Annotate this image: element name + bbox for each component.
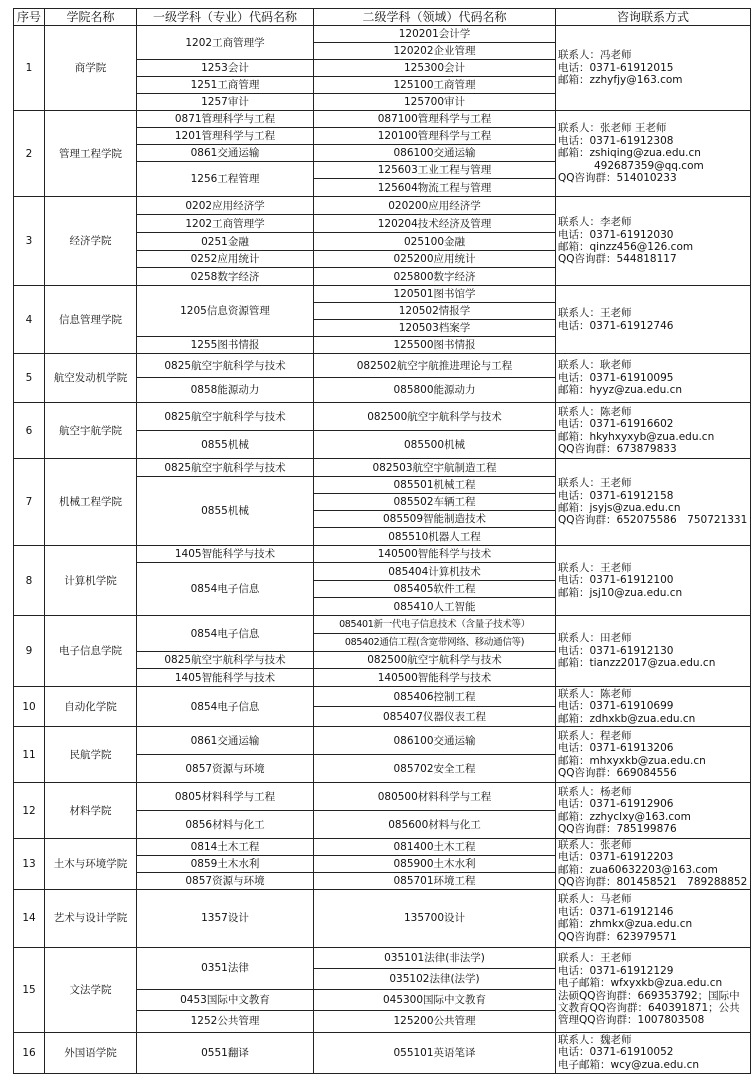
contact-info bbox=[556, 1032, 751, 1073]
contact-line: 联系人：李老师 bbox=[558, 216, 632, 229]
contact-line: 联系人：田老师 bbox=[558, 632, 632, 645]
first-level-discipline: 0825航空宇航科学与技术 bbox=[137, 403, 314, 431]
second-level-discipline: 082500航空宇航科学与技术 bbox=[314, 652, 556, 669]
header-contact: 咨询联系方式 bbox=[556, 9, 751, 26]
contact-line: 邮箱：jsyjs@zua.edu.cn bbox=[558, 502, 681, 514]
college-name: 自动化学院 bbox=[45, 687, 137, 727]
first-level-discipline: 0258数字经济 bbox=[137, 268, 314, 286]
second-level-discipline: 120100管理科学与工程 bbox=[314, 128, 556, 145]
table-row bbox=[14, 783, 751, 811]
table-row bbox=[14, 616, 751, 634]
first-level-discipline: 1405智能科学与技术 bbox=[137, 546, 314, 563]
second-level-discipline: 125700审计 bbox=[314, 94, 556, 111]
contact-line: QQ咨询群：652075586 750721331 bbox=[558, 514, 748, 527]
row-number: 16 bbox=[14, 1032, 45, 1073]
second-level-discipline: 087100管理科学与工程 bbox=[314, 111, 556, 128]
header-second-level: 二级学科（领域）代码名称 bbox=[314, 9, 556, 26]
contact-line: 电话：0371-61912746 bbox=[558, 319, 674, 332]
first-level-discipline: 1357设计 bbox=[137, 889, 314, 947]
first-level-discipline: 0825航空宇航科学与技术 bbox=[137, 354, 314, 378]
contact-line: 联系人：冯老师 bbox=[558, 49, 632, 62]
contact-line: 电话：0371-61910052 bbox=[558, 1046, 674, 1059]
contact-line: 邮箱：hkyhxyxyb@zua.edu.cn bbox=[558, 430, 715, 443]
contact-info bbox=[556, 354, 751, 403]
second-level-discipline: 125100工商管理 bbox=[314, 77, 556, 94]
first-level-discipline: 0251金融 bbox=[137, 233, 314, 251]
first-level-discipline: 1205信息资源管理 bbox=[137, 286, 314, 337]
table-row bbox=[14, 111, 751, 128]
first-level-discipline: 0551翻译 bbox=[137, 1032, 314, 1073]
first-level-discipline: 1405智能科学与技术 bbox=[137, 669, 314, 687]
second-level-discipline: 125603工业工程与管理 bbox=[314, 162, 556, 179]
second-level-discipline: 085402通信工程(含宽带网络、移动通信等) bbox=[314, 634, 556, 652]
second-level-discipline: 120201会计学 bbox=[314, 26, 556, 43]
contact-line: 联系人：陈老师 bbox=[558, 405, 632, 418]
first-level-discipline: 0825航空宇航科学与技术 bbox=[137, 652, 314, 669]
college-name: 外国语学院 bbox=[45, 1032, 137, 1073]
contact-line: 联系人：张老师 bbox=[558, 839, 632, 851]
contact-line: 邮箱：zzhyclxy@163.com bbox=[558, 810, 691, 823]
contact-info bbox=[556, 546, 751, 616]
row-number: 1 bbox=[14, 26, 45, 111]
contact-line: QQ咨询群：673879833 bbox=[558, 442, 677, 455]
contact-line: 电话：0371-61912015 bbox=[558, 61, 674, 74]
row-number: 8 bbox=[14, 546, 45, 616]
contact-line: 联系人：王老师 bbox=[558, 307, 632, 320]
college-name: 管理工程学院 bbox=[45, 111, 137, 197]
second-level-discipline: 125300会计 bbox=[314, 60, 556, 77]
contact-line: 联系人：陈老师 bbox=[558, 687, 632, 700]
second-level-discipline: 081400土木工程 bbox=[314, 839, 556, 856]
contact-line: 邮箱：hyyz@zua.edu.cn bbox=[558, 384, 683, 397]
first-level-discipline: 1257审计 bbox=[137, 94, 314, 111]
second-level-discipline: 035101法律(非法学) bbox=[314, 947, 556, 968]
table-row bbox=[14, 947, 751, 968]
first-level-discipline: 0805材料科学与工程 bbox=[137, 783, 314, 811]
contact-line: 联系人：王老师 bbox=[558, 477, 632, 490]
first-level-discipline: 0857资源与环境 bbox=[137, 873, 314, 890]
contact-line: 联系人：杨老师 bbox=[558, 785, 632, 798]
first-level-discipline: 1255图书情报 bbox=[137, 337, 314, 354]
row-number: 10 bbox=[14, 687, 45, 727]
header-first-level: 一级学科（专业）代码名称 bbox=[137, 9, 314, 26]
college-name: 土木与环境学院 bbox=[45, 839, 137, 890]
contact-line: 联系人：耿老师 bbox=[558, 359, 632, 372]
contact-line: 电话：0371-61912146 bbox=[558, 905, 674, 918]
first-level-discipline: 0854电子信息 bbox=[137, 687, 314, 727]
contact-line: QQ咨询群：514010233 bbox=[558, 172, 677, 185]
contact-line: 联系人：王老师 bbox=[558, 561, 632, 574]
contact-line: 电子邮箱：wfxyxkb@zua.edu.cn bbox=[558, 977, 723, 990]
contact-info bbox=[556, 687, 751, 727]
second-level-discipline: 085600材料与化工 bbox=[314, 811, 556, 839]
table-row bbox=[14, 197, 751, 215]
table-row bbox=[14, 1032, 751, 1073]
contact-line: 电话：0371-61912030 bbox=[558, 228, 674, 241]
first-level-discipline: 0202应用经济学 bbox=[137, 197, 314, 215]
first-level-discipline: 0856材料与化工 bbox=[137, 811, 314, 839]
first-level-discipline: 0453国际中文教育 bbox=[137, 989, 314, 1010]
table-row bbox=[14, 727, 751, 755]
contact-info bbox=[556, 26, 751, 111]
second-level-discipline: 045300国际中文教育 bbox=[314, 989, 556, 1010]
row-number: 12 bbox=[14, 783, 45, 839]
second-level-discipline: 082502航空宇航推进理论与工程 bbox=[314, 354, 556, 378]
second-level-discipline: 140500智能科学与技术 bbox=[314, 546, 556, 563]
second-level-discipline: 120503档案学 bbox=[314, 320, 556, 337]
second-level-discipline: 085509智能制造技术 bbox=[314, 511, 556, 528]
contact-info bbox=[556, 286, 751, 354]
table-row bbox=[14, 839, 751, 856]
contact-line: 联系人：马老师 bbox=[558, 893, 632, 906]
contact-line: 492687359@qq.com bbox=[594, 159, 704, 172]
contact-line: 邮箱：mhxyxkb@zua.edu.cn bbox=[558, 754, 706, 767]
first-level-discipline: 1253会计 bbox=[137, 60, 314, 77]
college-name: 民航学院 bbox=[45, 727, 137, 783]
second-level-discipline: 120501图书馆学 bbox=[314, 286, 556, 303]
contact-info bbox=[556, 839, 751, 890]
row-number: 13 bbox=[14, 839, 45, 890]
second-level-discipline: 085800能源动力 bbox=[314, 378, 556, 403]
first-level-discipline: 0854电子信息 bbox=[137, 616, 314, 652]
contact-line: QQ咨询群：544818117 bbox=[558, 253, 677, 266]
contact-info bbox=[556, 111, 751, 197]
row-number: 7 bbox=[14, 459, 45, 546]
second-level-discipline: 055101英语笔译 bbox=[314, 1032, 556, 1073]
contact-line: 联系人：王老师 bbox=[558, 952, 632, 965]
row-number: 6 bbox=[14, 403, 45, 459]
table-row bbox=[14, 546, 751, 563]
row-number: 9 bbox=[14, 616, 45, 687]
first-level-discipline: 1202工商管理学 bbox=[137, 215, 314, 233]
contact-line: 电话：0371-61912906 bbox=[558, 798, 674, 811]
second-level-discipline: 085701环境工程 bbox=[314, 873, 556, 890]
contact-line: 电话：0371-61913206 bbox=[558, 742, 674, 755]
contact-line: 电话：0371-61912130 bbox=[558, 644, 674, 657]
admissions-table bbox=[13, 8, 751, 1074]
contact-line: 邮箱：zdhxkb@zua.edu.cn bbox=[558, 712, 696, 725]
first-level-discipline: 1201管理科学与工程 bbox=[137, 128, 314, 145]
first-level-discipline: 0861交通运输 bbox=[137, 145, 314, 162]
table-row bbox=[14, 687, 751, 707]
second-level-discipline: 082500航空宇航科学与技术 bbox=[314, 403, 556, 431]
first-level-discipline: 1252公共管理 bbox=[137, 1010, 314, 1032]
first-level-discipline: 0855机械 bbox=[137, 431, 314, 459]
second-level-discipline: 082503航空宇航制造工程 bbox=[314, 459, 556, 477]
second-level-discipline: 120204技术经济及管理 bbox=[314, 215, 556, 233]
second-level-discipline: 085702安全工程 bbox=[314, 755, 556, 783]
table-row bbox=[14, 459, 751, 477]
first-level-discipline: 1256工程管理 bbox=[137, 162, 314, 197]
contact-line: 邮箱：zua60632203@163.com bbox=[558, 863, 718, 876]
contact-line: 电话：0371-61912203 bbox=[558, 851, 674, 864]
first-level-discipline: 0855机械 bbox=[137, 477, 314, 546]
contact-info bbox=[556, 403, 751, 459]
contact-info bbox=[556, 727, 751, 783]
second-level-discipline: 085501机械工程 bbox=[314, 477, 556, 494]
second-level-discipline: 140500智能科学与技术 bbox=[314, 669, 556, 687]
contact-line: 电话：0371-61912158 bbox=[558, 489, 674, 502]
row-number: 2 bbox=[14, 111, 45, 197]
contact-line: 联系人：魏老师 bbox=[558, 1034, 632, 1047]
contact-line: 电话：0371-61916602 bbox=[558, 418, 674, 431]
first-level-discipline: 0871管理科学与工程 bbox=[137, 111, 314, 128]
contact-line: 电话：0371-61912129 bbox=[558, 964, 674, 977]
second-level-discipline: 085900土木水利 bbox=[314, 855, 556, 873]
college-name: 航空发动机学院 bbox=[45, 354, 137, 403]
contact-line: 联系人：张老师 王老师 bbox=[558, 122, 667, 135]
header-row bbox=[14, 9, 751, 26]
contact-line: 邮箱：tianzz2017@zua.edu.cn bbox=[558, 657, 716, 670]
contact-line: 邮箱：zshiqing@zua.edu.cn bbox=[558, 147, 701, 160]
first-level-discipline: 0857资源与环境 bbox=[137, 755, 314, 783]
row-number: 5 bbox=[14, 354, 45, 403]
first-level-discipline: 1251工商管理 bbox=[137, 77, 314, 94]
second-level-discipline: 125604物流工程与管理 bbox=[314, 179, 556, 197]
second-level-discipline: 085500机械 bbox=[314, 431, 556, 459]
first-level-discipline: 0814土木工程 bbox=[137, 839, 314, 856]
row-number: 3 bbox=[14, 197, 45, 286]
second-level-discipline: 085410人工智能 bbox=[314, 598, 556, 616]
header-no: 序号 bbox=[14, 9, 45, 26]
contact-line: 电子邮箱：wcy@zua.edu.cn bbox=[558, 1058, 700, 1071]
second-level-discipline: 120502情报学 bbox=[314, 303, 556, 320]
second-level-discipline: 080500材料科学与工程 bbox=[314, 783, 556, 811]
contact-line: 电话：0371-61910699 bbox=[558, 700, 674, 713]
second-level-discipline: 085502车辆工程 bbox=[314, 494, 556, 511]
college-name: 航空宇航学院 bbox=[45, 403, 137, 459]
second-level-discipline: 125200公共管理 bbox=[314, 1010, 556, 1032]
first-level-discipline: 0351法律 bbox=[137, 947, 314, 989]
table-row bbox=[14, 403, 751, 431]
second-level-discipline: 025800数字经济 bbox=[314, 268, 556, 286]
second-level-discipline: 025100金融 bbox=[314, 233, 556, 251]
row-number: 11 bbox=[14, 727, 45, 783]
college-name: 商学院 bbox=[45, 26, 137, 111]
second-level-discipline: 135700设计 bbox=[314, 889, 556, 947]
contact-info bbox=[556, 459, 751, 546]
second-level-discipline: 085404计算机技术 bbox=[314, 563, 556, 581]
contact-info bbox=[556, 197, 751, 286]
second-level-discipline: 085405软件工程 bbox=[314, 581, 556, 598]
college-name: 经济学院 bbox=[45, 197, 137, 286]
second-level-discipline: 085406控制工程 bbox=[314, 687, 556, 707]
second-level-discipline: 125500图书情报 bbox=[314, 337, 556, 354]
row-number: 4 bbox=[14, 286, 45, 354]
table-row bbox=[14, 889, 751, 947]
contact-line: 邮箱：zzhyfjy@163.com bbox=[558, 74, 683, 87]
first-level-discipline: 0825航空宇航科学与技术 bbox=[137, 459, 314, 477]
college-name: 材料学院 bbox=[45, 783, 137, 839]
contact-line: QQ咨询群：785199876 bbox=[558, 822, 677, 835]
row-number: 15 bbox=[14, 947, 45, 1032]
second-level-discipline: 025200应用统计 bbox=[314, 251, 556, 268]
contact-line: 邮箱：jsj10@zua.edu.cn bbox=[558, 586, 683, 599]
contact-info bbox=[556, 947, 751, 1032]
college-name: 艺术与设计学院 bbox=[45, 889, 137, 947]
first-level-discipline: 1202工商管理学 bbox=[137, 26, 314, 60]
college-name: 计算机学院 bbox=[45, 546, 137, 616]
contact-info bbox=[556, 783, 751, 839]
header-college: 学院名称 bbox=[45, 9, 137, 26]
table-row bbox=[14, 354, 751, 378]
second-level-discipline: 035102法律(法学) bbox=[314, 968, 556, 989]
second-level-discipline: 086100交通运输 bbox=[314, 145, 556, 162]
contact-info bbox=[556, 889, 751, 947]
college-name: 机械工程学院 bbox=[45, 459, 137, 546]
second-level-discipline: 020200应用经济学 bbox=[314, 197, 556, 215]
first-level-discipline: 0859土木水利 bbox=[137, 855, 314, 873]
contact-line: 电话：0371-61912308 bbox=[558, 134, 674, 147]
second-level-discipline: 086100交通运输 bbox=[314, 727, 556, 755]
college-name: 电子信息学院 bbox=[45, 616, 137, 687]
contact-line: 电话：0371-61912100 bbox=[558, 574, 674, 587]
contact-line: 电话：0371-61910095 bbox=[558, 371, 674, 384]
contact-line: QQ咨询群：801458521 789288852 bbox=[558, 876, 748, 889]
table-row bbox=[14, 286, 751, 303]
contact-line: 邮箱：zhmkx@zua.edu.cn bbox=[558, 918, 693, 931]
second-level-discipline: 120202企业管理 bbox=[314, 43, 556, 60]
contact-line: 联系人：程老师 bbox=[558, 729, 632, 742]
first-level-discipline: 0252应用统计 bbox=[137, 251, 314, 268]
contact-line: 法硕QQ咨询群：669353792；国际中文教育QQ咨询群：640391871；公共管理QQ咨询群：1007803508 bbox=[558, 989, 740, 1027]
contact-line: QQ咨询群：669084556 bbox=[558, 766, 677, 779]
contact-line: QQ咨询群：623979571 bbox=[558, 930, 677, 943]
table-row bbox=[14, 26, 751, 43]
second-level-discipline: 085510机器人工程 bbox=[314, 528, 556, 546]
first-level-discipline: 0854电子信息 bbox=[137, 563, 314, 616]
second-level-discipline: 085401新一代电子信息技术（含量子技术等） bbox=[314, 616, 556, 634]
second-level-discipline: 085407仪器仪表工程 bbox=[314, 707, 556, 727]
first-level-discipline: 0861交通运输 bbox=[137, 727, 314, 755]
college-name: 文法学院 bbox=[45, 947, 137, 1032]
college-name: 信息管理学院 bbox=[45, 286, 137, 354]
first-level-discipline: 0858能源动力 bbox=[137, 378, 314, 403]
row-number: 14 bbox=[14, 889, 45, 947]
contact-line: 邮箱：qinzz456@126.com bbox=[558, 241, 694, 253]
contact-info bbox=[556, 616, 751, 687]
